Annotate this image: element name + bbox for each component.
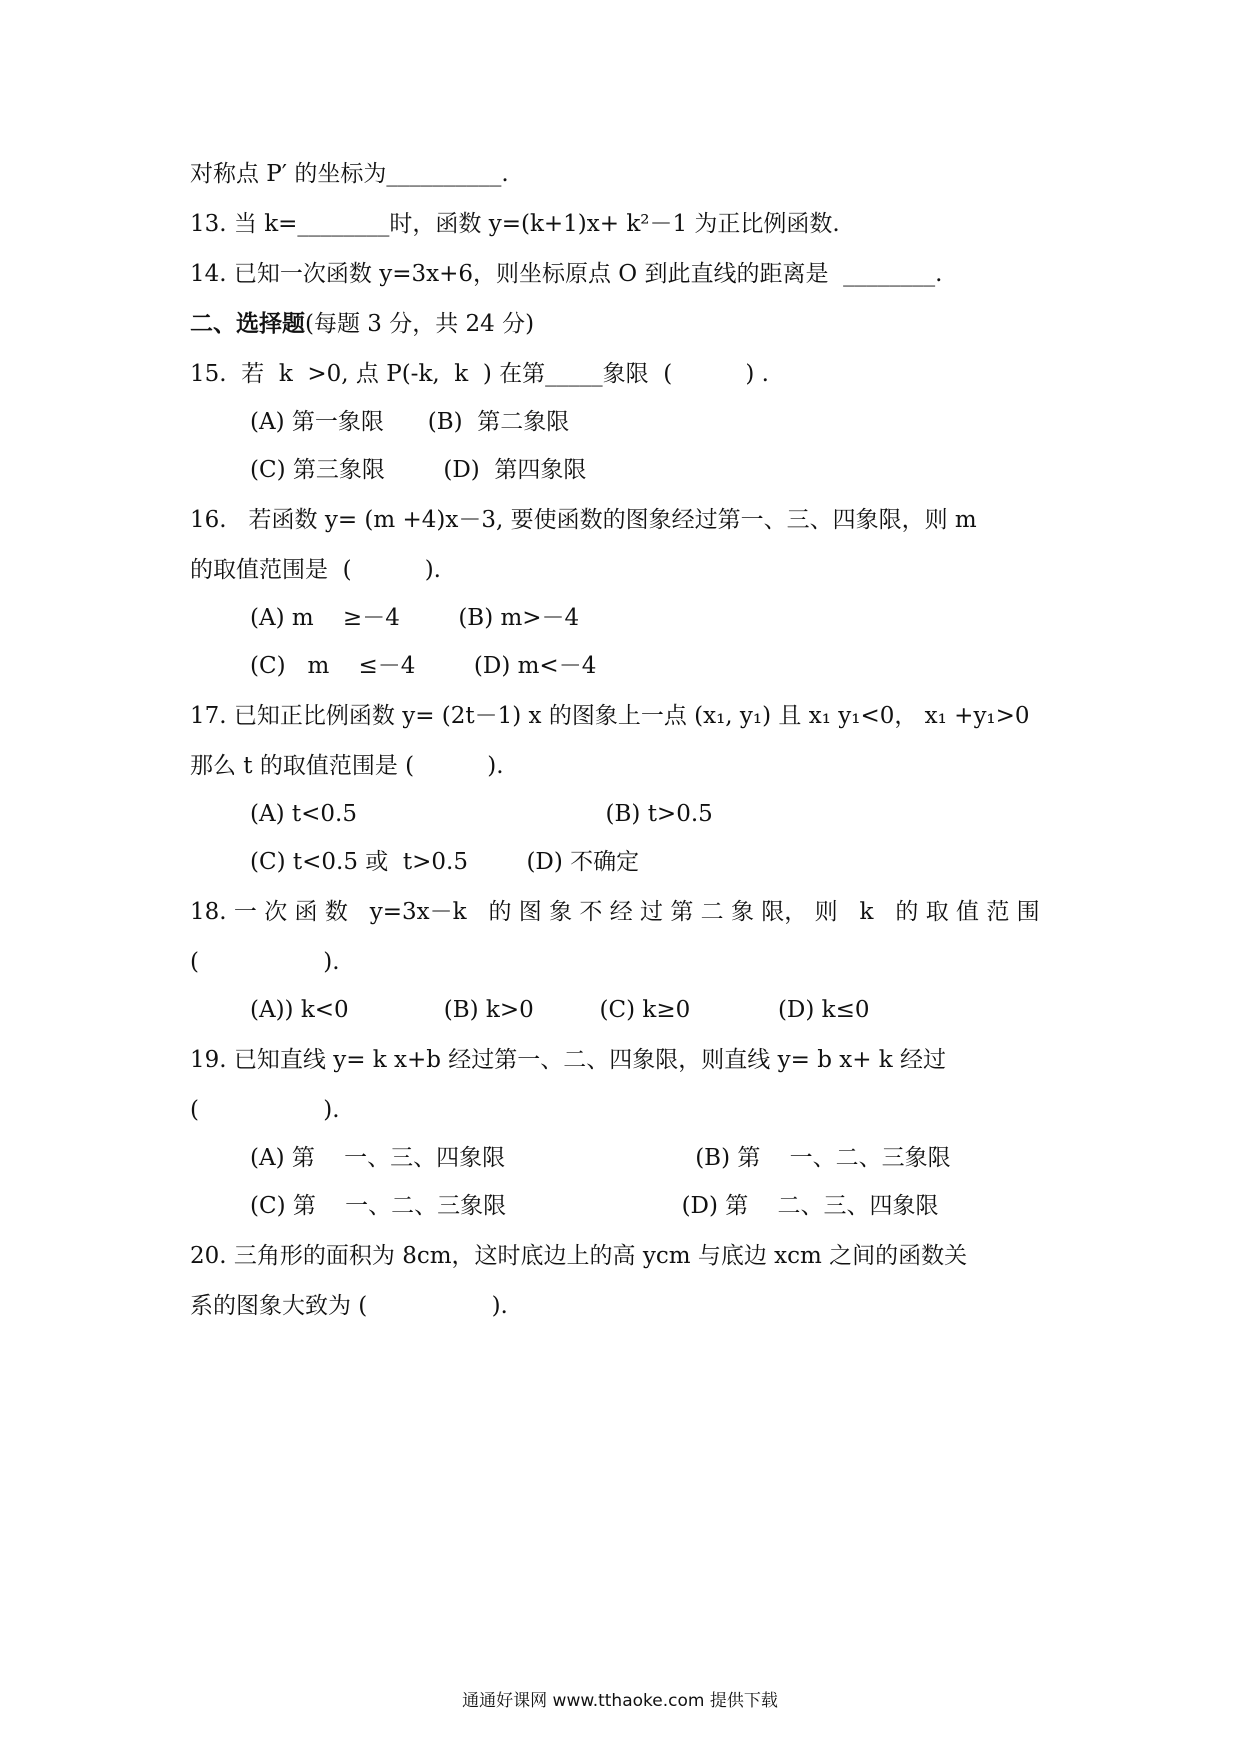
q17-options-cd: (C) t<0.5 或 t>0.5 (D) 不确定 — [250, 849, 640, 875]
q19-options-cd: (C) 第 一、二、三象限 (D) 第 二、三、四象限 — [250, 1193, 939, 1219]
q18-options: (A)) k<0 (B) k>0 (C) k≥0 (D) k≤0 — [250, 997, 870, 1023]
text-line: 对称点 P′ 的坐标为__________. — [190, 161, 509, 187]
question-13: 13. 当 k=________时，函数 y=(k+1)x+ k²－1 为正比例函数. — [190, 211, 840, 237]
question-17: 17. 已知正比例函数 y= (2t－1) x 的图象上一点 (x₁, y₁) 且 x₁ y₁<0， x₁ +y₁>0 — [190, 703, 1030, 729]
page-footer: 通通好课网 www.tthaoke.com 提供下载 — [462, 1691, 778, 1711]
question-19: 19. 已知直线 y= k x+b 经过第一、二、四象限，则直线 y= b x+ k 经过 — [190, 1047, 947, 1073]
question-18-cont: ( ). — [190, 949, 340, 975]
section-heading — [190, 308, 534, 340]
q16-options-cd: (C) m ≤－4 (D) m<－4 — [250, 653, 597, 679]
question-16-cont: 的取值范围是 ( ). — [190, 557, 441, 583]
section-note: (每题 3 分，共 24 分) — [305, 311, 535, 337]
question-20-cont: 系的图象大致为 ( ). — [190, 1293, 508, 1319]
question-15: 15. 若 k >0, 点 P(-k, k ) 在第_____象限 ( ) . — [190, 361, 769, 387]
question-16: 16. 若函数 y= (m +4)x－3, 要使函数的图象经过第一、三、四象限，则 m — [190, 507, 977, 533]
q17-options-ab: (A) t<0.5 (B) t>0.5 — [250, 801, 713, 827]
question-17-cont: 那么 t 的取值范围是 ( ). — [190, 753, 504, 779]
question-18: 18. 一 次 函 数 y=3x－k 的 图 象 不 经 过 第 二 象 限， 则 k 的 取 值 范 围 — [190, 899, 1040, 925]
section-title: 二、选择题 — [190, 310, 305, 337]
question-19-cont: ( ). — [190, 1097, 340, 1123]
question-20: 20. 三角形的面积为 8cm，这时底边上的高 ycm 与底边 xcm 之间的函数关 — [190, 1243, 968, 1269]
q15-options-cd: (C) 第三象限 (D) 第四象限 — [250, 457, 587, 483]
q19-options-ab: (A) 第 一、三、四象限 (B) 第 一、二、三象限 — [250, 1145, 951, 1171]
q15-options-ab: (A) 第一象限 (B) 第二象限 — [250, 409, 570, 435]
q16-options-ab: (A) m ≥－4 (B) m>－4 — [250, 605, 580, 631]
question-14: 14. 已知一次函数 y=3x+6，则坐标原点 O 到此直线的距离是 ________. — [190, 261, 943, 287]
